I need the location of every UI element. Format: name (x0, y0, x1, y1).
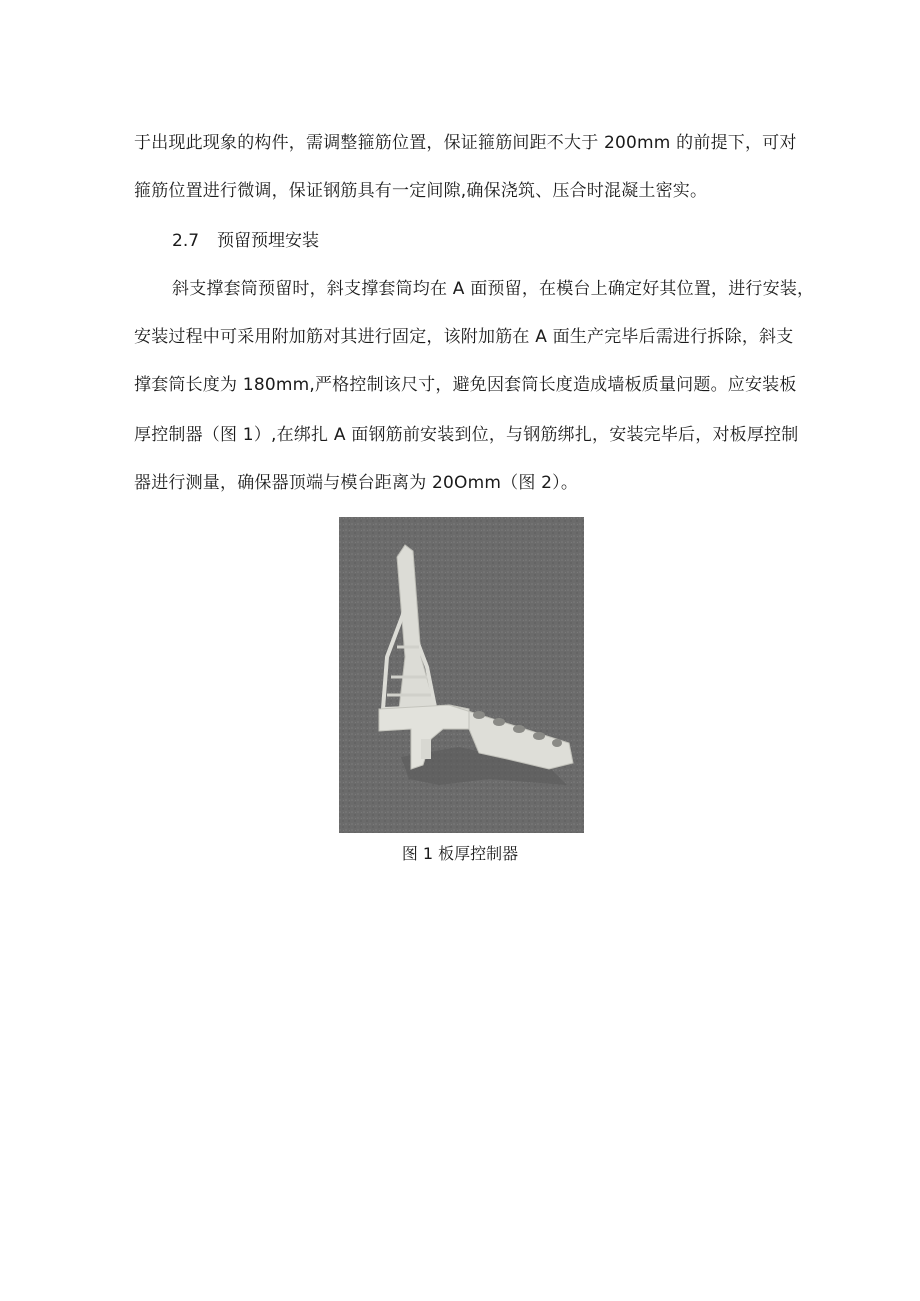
paragraph-main-line-5: 器进行测量，确保器顶端与模台距离为 20Omm（图 2）。 (134, 473, 579, 493)
controller-post (421, 739, 431, 759)
paragraph-top-line-1: 于出现此现象的构件，需调整箍筋位置，保证箍筋间距不大于 200mm 的前提下，可对 (134, 133, 797, 153)
arm-slot-2 (493, 718, 505, 726)
thickness-controller-illustration (339, 517, 584, 833)
arm-slot-5 (552, 739, 562, 747)
arm-slot-4 (533, 732, 545, 740)
section-heading (172, 230, 319, 252)
section-title: 预留预埋安装 (217, 231, 320, 251)
figure-caption: 图 1 板厚控制器 (401, 844, 519, 863)
paragraph-main-line-2: 安装过程中可采用附加筋对其进行固定，该附加筋在 A 面生产完毕后需进行拆除，斜支 (134, 327, 794, 347)
arm-slot-1 (473, 711, 485, 719)
figure-photo-thickness-controller (339, 517, 584, 833)
paragraph-main-line-4: 厚控制器（图 1）,在绑扎 A 面钢筋前安装到位，与钢筋绑扎，安装完毕后，对板厚控制 (134, 425, 799, 445)
photo-surface (339, 517, 584, 833)
arm-slot-3 (513, 725, 525, 733)
paragraph-main-line-1: 斜支撑套筒预留时，斜支撑套筒均在 A 面预留，在模台上确定好其位置，进行安装， (172, 279, 815, 299)
paragraph-top-line-2: 箍筋位置进行微调，保证钢筋具有一定间隙,确保浇筑、压合时混凝土密实。 (134, 181, 708, 201)
section-number: 2.7 (172, 231, 200, 251)
paragraph-main-line-3: 撑套筒长度为 180mm,严格控制该尺寸，避免因套筒长度造成墙板质量问题。应安装板 (134, 375, 797, 395)
